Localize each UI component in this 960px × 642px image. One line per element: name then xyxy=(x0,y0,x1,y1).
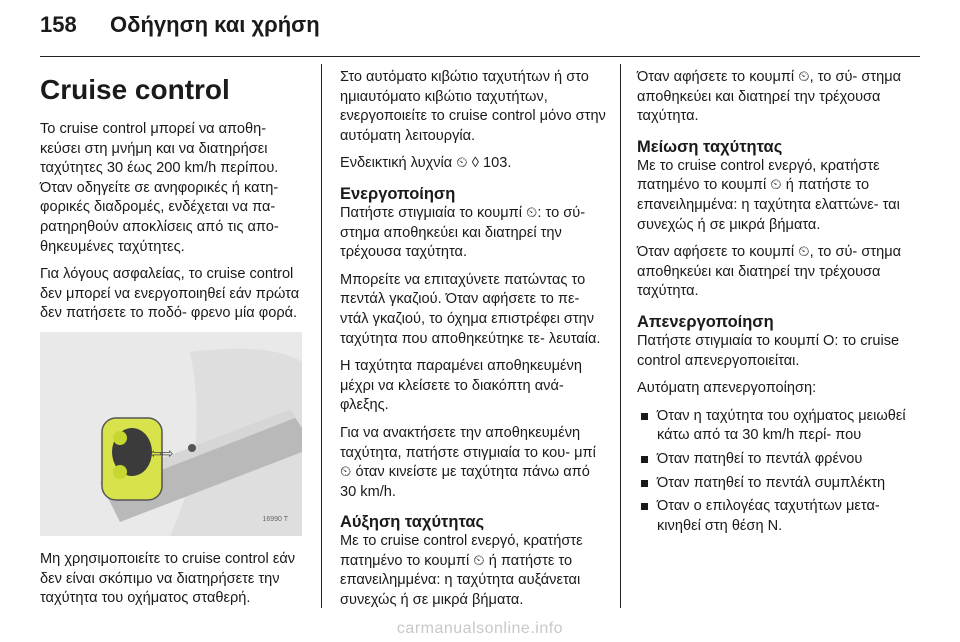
column-divider xyxy=(620,64,621,608)
paragraph: Η ταχύτητα παραμένει αποθηκευμένη μέχρι να κλείσετε το διακόπτη ανά‐ φλεξης. xyxy=(340,358,582,414)
paragraph: Μη χρησιμοποιείτε το cruise control εάν δεν είναι σκόπιμο να διατηρήσετε την ταχύτητα του οχήματος σταθερή. xyxy=(40,550,296,607)
paragraph: Για λόγους ασφαλείας, το cruise control δεν μπορεί να ενεργοποιηθεί εάν πρώτα δεν πατήσετε το ποδό‐ φρενο μία φορά. xyxy=(40,266,300,322)
paragraph: Όταν αφήσετε το κουμπί ⏲, το σύ‐ στημα αποθηκεύει και διατηρεί την τρέχουσα ταχύτητα. xyxy=(637,244,902,300)
list-item: Όταν πατηθεί το πεντάλ φρένου xyxy=(637,450,909,470)
paragraph: Με το cruise control ενεργό, κρατήστε πατημένο το κουμπί ⏲ ή πατήστε το επανειλημμένα: η ταχύτητα αυξάνεται συνεχώς ή σε μικρά βήματα. xyxy=(340,533,583,609)
lever-illustration xyxy=(40,332,302,536)
paragraph: Ενδεικτική λυχνία ⏲ ◊ 103. xyxy=(340,155,512,172)
paragraph: Πατήστε στιγμιαία το κουμπί O: το cruise control απενεργοποιείται. xyxy=(637,332,900,369)
paragraph: Πατήστε στιγμιαία το κουμπί ⏲: το σύ‐ στημα αποθηκεύει και διατηρεί την τρέχουσα ταχύτητα. xyxy=(340,204,586,261)
list-item: Όταν πατηθεί το πεντάλ συμπλέκτη xyxy=(637,474,909,494)
paragraph: Για να ανακτήσετε την αποθηκευμένη ταχύτητα, πατήστε στιγμιαία το κου‐ μπί ⏲ όταν κινείστε με ταχύτητα πάνω από 30 km/h. xyxy=(340,424,596,500)
paragraph: Αυτόματη απενεργοποίηση: xyxy=(637,380,817,397)
paragraph: Το cruise control μπορεί να αποθη‐ κεύσει στη μνήμη και να διατηρήσει ταχύτητες 30 έως 200 km/h περίπου. Όταν οδηγείτε σε ανηφορικές ή κατη‐ φορικές διαδρομές, ενδέχεται να πα‐ ρατηρηθούν αποκλίσεις από τις απο‐ θηκευμένες ταχύτητες. xyxy=(40,121,279,255)
column-3 xyxy=(637,68,909,540)
header-rule xyxy=(40,56,920,57)
heading-activation: Ενεργοποίηση xyxy=(340,184,456,203)
column-2 xyxy=(340,68,606,619)
auto-deactivation-list xyxy=(637,407,909,537)
column-1 xyxy=(40,62,308,617)
section-title: Cruise control xyxy=(40,74,230,105)
column-divider xyxy=(321,64,322,608)
heading-speed-increase: Αύξηση ταχύτητας xyxy=(340,513,485,532)
list-item: Όταν η ταχύτητα του οχήματος μειωθεί κάτω από τα 30 km/h περί‐ που xyxy=(637,407,909,446)
figure-code: 16990 T xyxy=(262,516,288,524)
heading-speed-decrease: Μείωση ταχύτητας xyxy=(637,137,783,156)
page-header xyxy=(0,0,960,44)
svg-text:⇦⇨: ⇦⇨ xyxy=(150,445,174,462)
paragraph: Όταν αφήσετε το κουμπί ⏲, το σύ‐ στημα αποθηκεύει και διατηρεί την τρέχουσα ταχύτητα. xyxy=(637,69,902,125)
paragraph: Στο αυτόματο κιβώτιο ταχυτήτων ή στο ημιαυτόματο κιβώτιο ταχυτήτων, ενεργοποιείτε το cruise control μόνο στην αυτόματη λειτουργία. xyxy=(340,69,606,144)
paragraph: Μπορείτε να επιταχύνετε πατώντας το πεντάλ γκαζιού. Όταν αφήσετε το πε‐ ντάλ γκαζιού, το όχημα επιστρέφει στην ταχύτητα που αποθηκεύτηκε τε‐ λευταία. xyxy=(340,271,601,347)
watermark: carmanualsonline.info xyxy=(396,620,564,637)
paragraph: Με το cruise control ενεργό, κρατήστε πατημένο το κουμπί ⏲ ή πατήστε το επανειλημμένα: η ταχύτητα ελαττώνε‐ ται συνεχώς ή σε μικρά βήματα. xyxy=(637,157,900,233)
heading-deactivation: Απενεργοποίηση xyxy=(637,312,774,331)
list-item: Όταν ο επιλογέας ταχυτήτων μετα‐ κινηθεί στη θέση N. xyxy=(637,497,909,536)
page-number: 158 xyxy=(40,12,77,37)
cruise-control-lever-figure xyxy=(40,332,302,536)
running-title: Οδήγηση και χρήση xyxy=(110,12,320,37)
